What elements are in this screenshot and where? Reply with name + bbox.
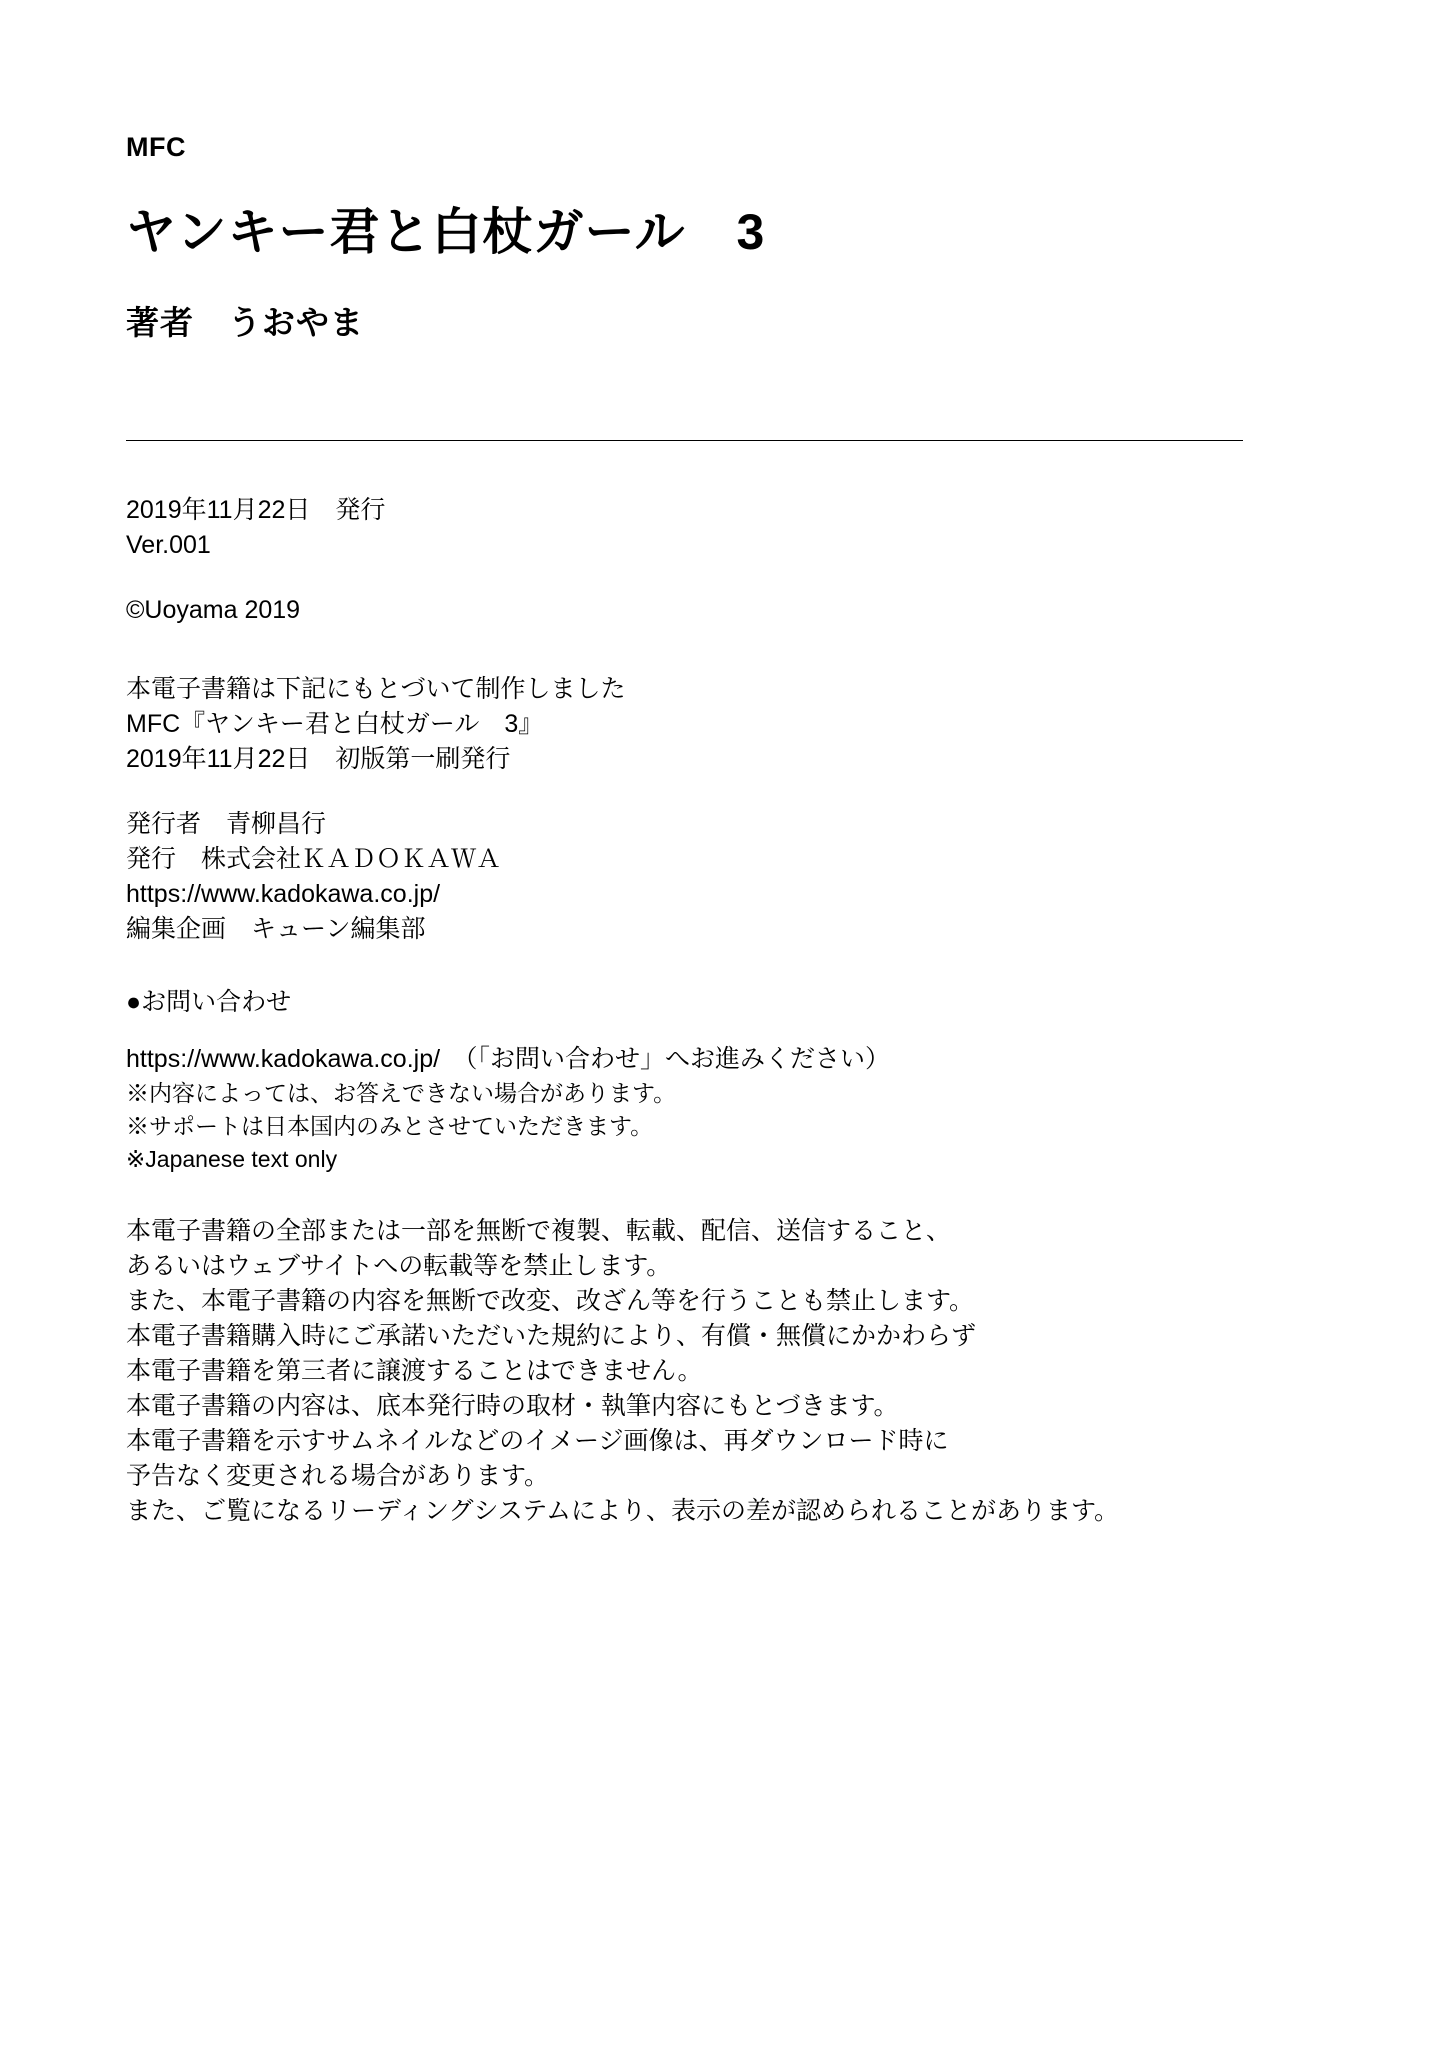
contact-heading: ●お問い合わせ xyxy=(126,987,292,1016)
terms-line: 本電子書籍の全部または一部を無断で複製、転載、配信、送信すること、 xyxy=(126,1216,952,1245)
contact-note-1: ※内容によっては、お答えできない場合があります。 xyxy=(126,1079,677,1106)
publication-info xyxy=(126,493,1286,1529)
page-title: ヤンキー君と白杖ガール 3 xyxy=(126,204,766,261)
contact-note-3: ※Japanese text only xyxy=(126,1145,338,1172)
author-line: 著者 うおやま xyxy=(126,303,364,341)
version-number: Ver.001 xyxy=(126,530,211,559)
terms-line: 予告なく変更される場合があります。 xyxy=(126,1461,550,1490)
basis-source-date: 2019年11月22日 初版第一刷発行 xyxy=(126,744,511,773)
publisher-url[interactable]: https://www.kadokawa.co.jp/ xyxy=(126,879,441,908)
publisher-person: 発行者 青柳昌行 xyxy=(126,809,327,838)
terms-line: あるいはウェブサイトへの転載等を禁止します。 xyxy=(126,1251,672,1280)
imprint-label: MFC xyxy=(126,132,186,162)
contact-note-2: ※サポートは日本国内のみとさせていただきます。 xyxy=(126,1112,654,1139)
terms-line: また、本電子書籍の内容を無断で改変、改ざん等を行うことも禁止します。 xyxy=(126,1286,975,1315)
terms-line: 本電子書籍を第三者に譲渡することはできません。 xyxy=(126,1356,703,1385)
horizontal-divider xyxy=(126,440,1243,441)
editorial-department: 編集企画 キューン編集部 xyxy=(126,914,426,943)
publisher-company: 発行 株式会社ＫＡＤＯＫＡＷＡ xyxy=(126,844,502,873)
basis-intro: 本電子書籍は下記にもとづいて制作しました xyxy=(126,674,626,703)
publish-date: 2019年11月22日 発行 xyxy=(126,495,386,524)
terms-line: 本電子書籍の内容は、底本発行時の取材・執筆内容にもとづきます。 xyxy=(126,1391,899,1420)
terms-line: また、ご覧になるリーディングシステムにより、表示の差が認められることがあります。 xyxy=(126,1496,1120,1525)
terms-line: 本電子書籍購入時にご承諾いただいた規約により、有償・無償にかかわらず xyxy=(126,1321,977,1350)
basis-source-title: MFC『ヤンキー君と白杖ガール 3』 xyxy=(126,709,544,738)
contact-url-line[interactable]: https://www.kadokawa.co.jp/ （「お問い合わせ」へお進みください） xyxy=(126,1044,891,1073)
terms-line: 本電子書籍を示すサムネイルなどのイメージ画像は、再ダウンロード時に xyxy=(126,1426,949,1455)
copyright-notice: ©Uoyama 2019 xyxy=(126,595,301,624)
page-content xyxy=(126,0,1286,1529)
